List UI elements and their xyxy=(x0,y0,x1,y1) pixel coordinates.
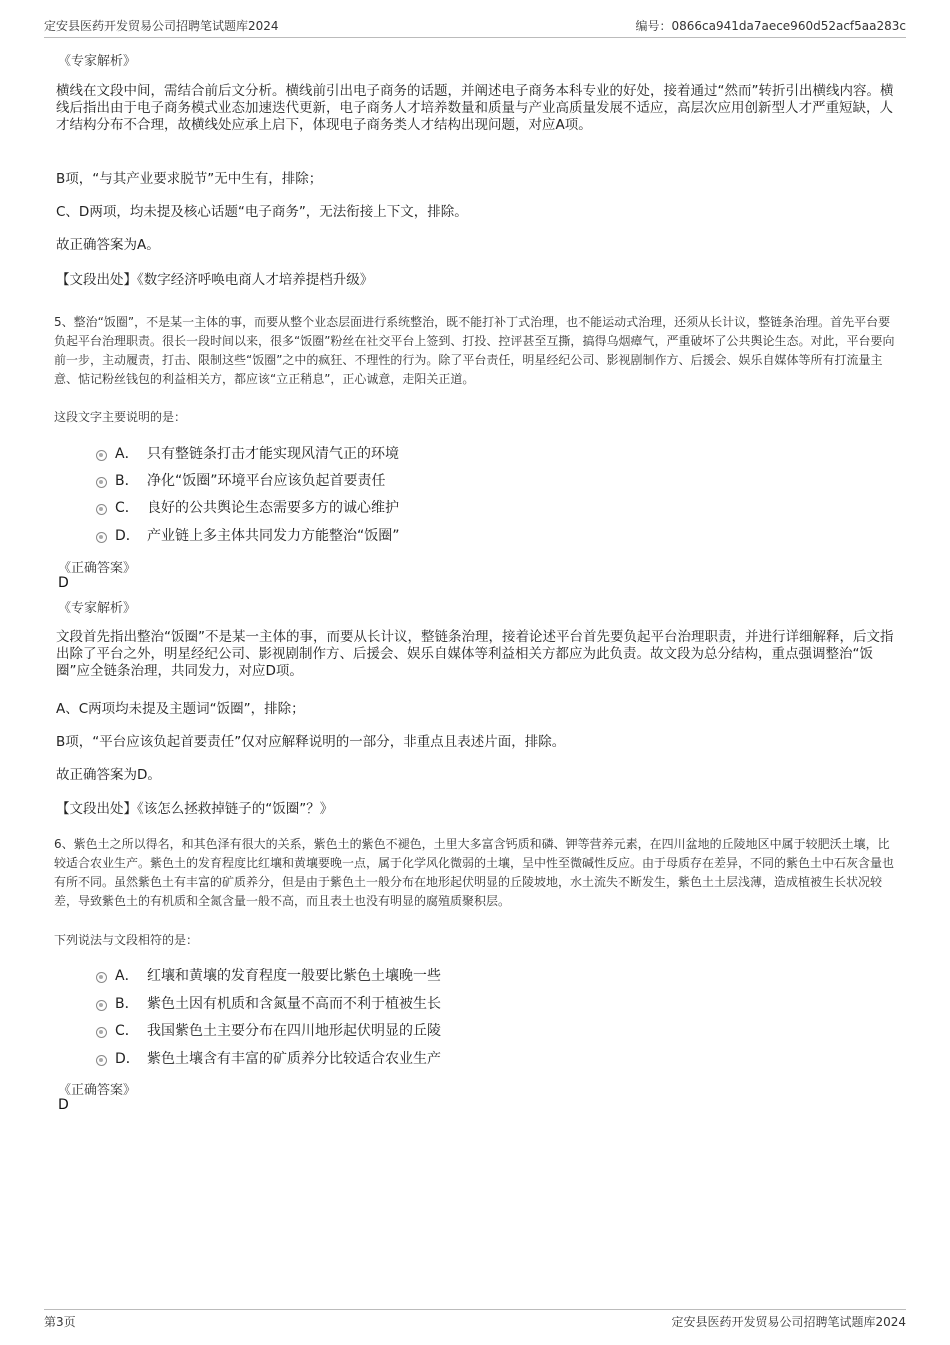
radio-icon[interactable] xyxy=(96,1055,107,1066)
option-key: D． xyxy=(115,528,140,544)
option-text: 只有整链条打击才能实现风清气正的环境 xyxy=(147,446,399,462)
option-a[interactable] xyxy=(96,965,441,985)
option-key: A． xyxy=(115,446,139,462)
option-key: D． xyxy=(115,1051,140,1067)
option-key: C． xyxy=(115,1023,139,1039)
source-citation: 【文段出处】《数字经济呼唤电商人才培养提档升级》 xyxy=(56,272,374,288)
analysis-paragraph: B项，“与其产业要求脱节”无中生有，排除； xyxy=(56,171,323,187)
page-header xyxy=(44,14,906,38)
expert-analysis-label: 《专家解析》 xyxy=(58,601,137,616)
radio-icon[interactable] xyxy=(96,1000,107,1011)
page-footer xyxy=(44,1309,906,1333)
option-d[interactable] xyxy=(96,1048,441,1068)
correct-answer-label: 《正确答案》 xyxy=(58,1083,137,1098)
question-5-text: 5、整治“饭圈”，不是某一主体的事，而要从整个业态层面进行系统整治，既不能打补丁式治理，也不能运动式治理，还须从长计议，整链条治理。首先平台要负起平台治理职责。很长一段时间以来，很多“饭圈”粉丝在社交平台上签到、打投、控评甚至互撕，搞得乌烟瘴气，严重破坏了公共舆论生态。对此，平台要向前一步，主动履责，打击、限制这些“饭圈”之中的疯狂、不理性的行为。除了平台责任，明星经纪公司、影视剧制作方、后援会、娱乐自媒体等所有打流量主意、惦记粉丝钱包的利益相关方，都应该“立正稍息”，正心诚意，走阳关正道。 xyxy=(54,315,895,386)
radio-icon[interactable] xyxy=(96,972,107,983)
analysis-paragraph: 文段首先指出整治“饭圈”不是某一主体的事，而要从长计议，整链条治理，接着论述平台首先要负起平台治理职责，并进行详细解释，后文指出除了平台之外，明星经纪公司、影视剧制作方、后援会、娱乐自媒体等利益相关方都应为此负责。故文段为总分结构，重点强调整治“饭圈”应全链条治理，共同发力，对应D项。 xyxy=(56,629,894,679)
option-text: 紫色土壤含有丰富的矿质养分比较适合农业生产 xyxy=(147,1051,441,1067)
correct-answer-label: 《正确答案》 xyxy=(58,561,137,576)
analysis-paragraph: C、D两项，均未提及核心话题“电子商务”，无法衔接上下文，排除。 xyxy=(56,204,468,220)
option-c[interactable] xyxy=(96,497,399,517)
radio-icon[interactable] xyxy=(96,477,107,488)
page-number: 第3页 xyxy=(44,1315,76,1329)
radio-icon[interactable] xyxy=(96,532,107,543)
option-text: 我国紫色土主要分布在四川地形起伏明显的丘陵 xyxy=(147,1023,441,1039)
option-b[interactable] xyxy=(96,470,386,490)
option-key: A． xyxy=(115,968,139,984)
analysis-paragraph: A、C两项均未提及主题词“饭圈”，排除； xyxy=(56,701,305,717)
expert-analysis-label: 《专家解析》 xyxy=(58,54,137,69)
option-b[interactable] xyxy=(96,993,441,1013)
question-6-prompt: 下列说法与文段相符的是： xyxy=(54,933,199,947)
option-key: B． xyxy=(115,473,139,489)
analysis-paragraph: 故正确答案为A。 xyxy=(56,237,160,253)
option-key: C． xyxy=(115,500,139,516)
radio-icon[interactable] xyxy=(96,1027,107,1038)
correct-answer: D xyxy=(58,1097,69,1113)
option-text: 净化“饭圈”环境平台应该负起首要责任 xyxy=(147,473,386,489)
analysis-paragraph: 横线在文段中间，需结合前后文分析。横线前引出电子商务的话题，并阐述电子商务本科专业的好处，接着通过“然而”转折引出横线内容。横线后指出由于电子商务模式业态加速迭代更新，电子商务人才培养数量和质量与产业高质量发展不适应，高层次应用创新型人才严重短缺，人才结构分布不合理，故横线处应承上启下，体现电子商务类人才结构出现问题，对应A项。 xyxy=(56,83,894,133)
correct-answer: D xyxy=(58,575,69,591)
question-6-text: 6、紫色土之所以得名，和其色泽有很大的关系，紫色土的紫色不褪色，土里大多富含钙质和磷、钾等营养元素，在四川盆地的丘陵地区中属于较肥沃土壤，比较适合农业生产。紫色土的发育程度比红壤和黄壤要晚一点，属于化学风化微弱的土壤，呈中性至微碱性反应。由于母质存在差异，不同的紫色土中石灰含量也有所不同。虽然紫色土有丰富的矿质养分，但是由于紫色土一般分布在地形起伏明显的丘陵坡地，水土流失不断发生，紫色土土层浅薄，造成植被生长状况较差，导致紫色土的有机质和全氮含量一般不高，而且表土也没有明显的腐殖质聚积层。 xyxy=(54,837,895,908)
option-text: 产业链上多主体共同发力方能整治“饭圈” xyxy=(147,528,400,544)
option-key: B． xyxy=(115,996,139,1012)
option-text: 红壤和黄壤的发育程度一般要比紫色土壤晚一些 xyxy=(147,968,441,984)
header-title: 定安县医药开发贸易公司招聘笔试题库2024 xyxy=(44,19,279,33)
radio-icon[interactable] xyxy=(96,504,107,515)
question-5-prompt: 这段文字主要说明的是： xyxy=(54,410,187,424)
option-d[interactable] xyxy=(96,525,400,545)
analysis-paragraph: B项，“平台应该负起首要责任”仅对应解释说明的一部分，非重点且表述片面，排除。 xyxy=(56,734,566,750)
header-serial: 编号：0866ca941da7aece960d52acf5aa283c xyxy=(635,19,906,33)
option-text: 良好的公共舆论生态需要多方的诚心维护 xyxy=(147,500,399,516)
analysis-paragraph: 故正确答案为D。 xyxy=(56,767,161,783)
option-text: 紫色土因有机质和含氮量不高而不利于植被生长 xyxy=(147,996,441,1012)
option-a[interactable] xyxy=(96,443,399,463)
option-c[interactable] xyxy=(96,1020,441,1040)
radio-icon[interactable] xyxy=(96,450,107,461)
source-citation: 【文段出处】《该怎么拯救掉链子的“饭圈”？》 xyxy=(56,801,334,817)
footer-title: 定安县医药开发贸易公司招聘笔试题库2024 xyxy=(671,1315,906,1329)
